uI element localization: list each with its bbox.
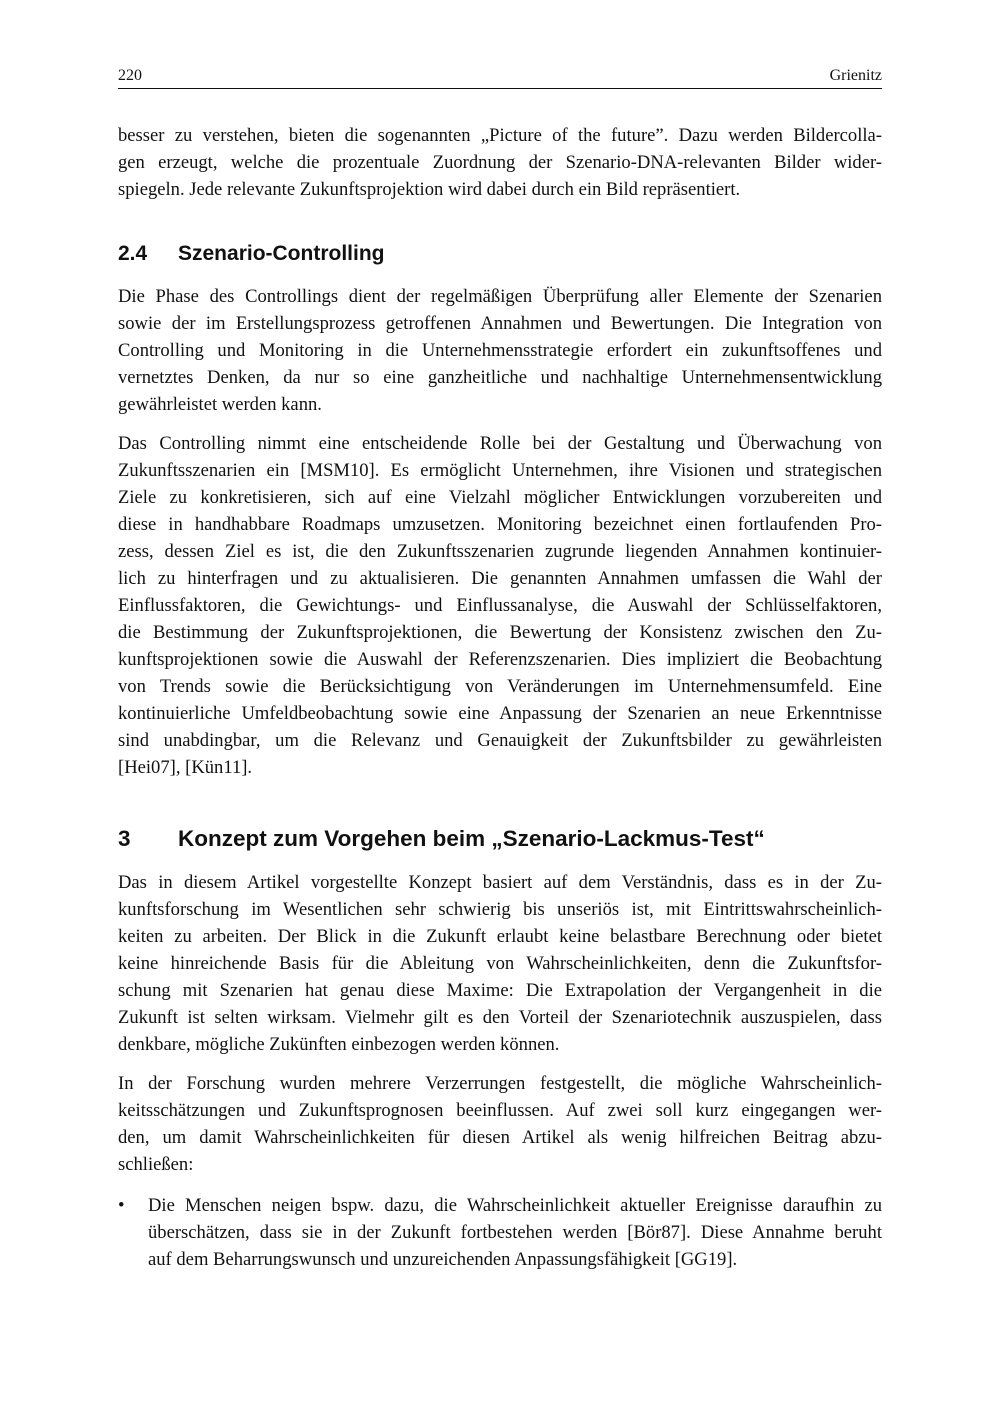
text-line: den, um damit Wahrscheinlichkeiten für diesen Artikel als wenig hilfreichen Beitrag abzu- [118, 1127, 882, 1148]
text-line: lich zu hinterfragen und zu aktualisieren. Die genannten Annahmen umfassen die Wahl der [118, 568, 882, 589]
intro-paragraph [118, 122, 882, 203]
text-line: besser zu verstehen, bieten die sogenannten „Picture of the future”. Dazu werden Bildercolla- [118, 125, 882, 146]
text-line: Das in diesem Artikel vorgestellte Konzept basiert auf dem Verständnis, dass es in der Zu- [118, 872, 882, 893]
text-line: gewährleistet werden kann. [118, 394, 322, 415]
text-line: schung mit Szenarien hat genau diese Maxime: Die Extrapolation der Vergangenheit in die [118, 980, 882, 1001]
text-line: denkbare, mögliche Zukünften einbezogen werden können. [118, 1034, 560, 1055]
text-line: keine hinreichende Basis für die Ableitung von Wahrscheinlichkeiten, denn die Zukunftsfor- [118, 953, 882, 974]
section-number: 3 [118, 826, 131, 851]
text-line: vernetztes Denken, da nur so eine ganzheitliche und nachhaltige Unternehmensentwicklung [118, 367, 882, 388]
text-line: die Bestimmung der Zukunftsprojektionen, die Bewertung der Konsistenz zwischen den Zu- [118, 622, 882, 643]
text-line: kunftsprojektionen sowie die Auswahl der Referenzszenarien. Dies impliziert die Beobachtung [118, 649, 882, 670]
text-line: Einflussfaktoren, die Gewichtungs- und Einflussanalyse, die Auswahl der Schlüsselfaktoren, [118, 595, 882, 616]
text-line: kontinuierliche Umfeldbeobachtung sowie eine Anpassung der Szenarien an neue Erkenntnisse [118, 703, 882, 724]
bullet-list [118, 1192, 882, 1273]
text-line: Die Menschen neigen bspw. dazu, die Wahrscheinlichkeit aktueller Ereignisse daraufhin zu [148, 1195, 882, 1216]
text-line: [Hei07], [Kün11]. [118, 757, 253, 778]
text-line: Zukunft ist selten wirksam. Vielmehr gilt es den Vorteil der Szenariotechnik auszuspielen, dass [118, 1007, 882, 1028]
paragraph-controlling-phase [118, 283, 882, 418]
text-line: kunftsforschung im Wesentlichen sehr schwierig bis unseriös ist, mit Eintrittswahrscheinlich- [118, 899, 882, 920]
section-heading-2-4 [118, 242, 385, 266]
text-line: sowie der im Erstellungsprozess getroffenen Annahmen und Bewertungen. Die Integration von [118, 313, 882, 334]
section-number: 2.4 [118, 242, 148, 265]
text-line: gen erzeugt, welche die prozentuale Zuordnung der Szenario-DNA-relevanten Bilder wider- [118, 152, 882, 173]
text-line: von Trends sowie die Berücksichtigung von Veränderungen im Unternehmensumfeld. Eine [118, 676, 882, 697]
section-title: Konzept zum Vorgehen beim „Szenario-Lackmus-Test“ [178, 826, 765, 851]
text-line: keiten zu arbeiten. Der Blick in die Zukunft erlaubt keine belastbare Berechnung oder bietet [118, 926, 882, 947]
text-line: sind unabdingbar, um die Relevanz und Genauigkeit der Zukunftsbilder zu gewährleisten [118, 730, 882, 751]
text-line: auf dem Beharrungswunsch und unzureichenden Anpassungsfähigkeit [GG19]. [148, 1249, 738, 1270]
text-line: In der Forschung wurden mehrere Verzerrungen festgestellt, die mögliche Wahrscheinlich- [118, 1073, 882, 1094]
running-header [118, 66, 882, 89]
text-line: zess, dessen Ziel es ist, die den Zukunftsszenarien zugrunde liegenden Annahmen kontinuier- [118, 541, 882, 562]
bullet-item [118, 1192, 882, 1273]
text-line: Die Phase des Controllings dient der regelmäßigen Überprüfung aller Elemente der Szenarien [118, 286, 882, 307]
text-line: überschätzen, dass sie in der Zukunft fortbestehen werden [Bör87]. Diese Annahme beruht [148, 1222, 882, 1243]
text-line: Controlling und Monitoring in die Unternehmensstrategie erfordert ein zukunftsoffenes und [118, 340, 882, 361]
text-line: spiegeln. Jede relevante Zukunftsprojektion wird dabei durch ein Bild repräsentiert. [118, 179, 741, 200]
paragraph-concept [118, 869, 882, 1058]
text-line: schließen: [118, 1154, 194, 1175]
paragraph-controlling-role [118, 430, 882, 781]
bullet-marker: • [118, 1195, 125, 1216]
paragraph-biases [118, 1070, 882, 1178]
section-heading-3 [118, 826, 765, 852]
text-line: keitsschätzungen und Zukunftsprognosen beeinflussen. Auf zwei soll kurz eingegangen wer- [118, 1100, 882, 1121]
text-line: diese in handhabbare Roadmaps umzusetzen. Monitoring bezeichnet einen fortlaufenden Pro- [118, 514, 882, 535]
running-header-author: Grienitz [829, 67, 882, 84]
text-line: Ziele zu konkretisieren, sich auf eine Vielzahl möglicher Entwicklungen vorzubereiten und [118, 487, 882, 508]
text-line: Das Controlling nimmt eine entscheidende Rolle bei der Gestaltung und Überwachung von [118, 433, 882, 454]
text-line: Zukunftsszenarien ein [MSM10]. Es ermöglicht Unternehmen, ihre Visionen und strategischen [118, 460, 882, 481]
page-number: 220 [118, 67, 142, 84]
section-title: Szenario-Controlling [178, 242, 385, 265]
